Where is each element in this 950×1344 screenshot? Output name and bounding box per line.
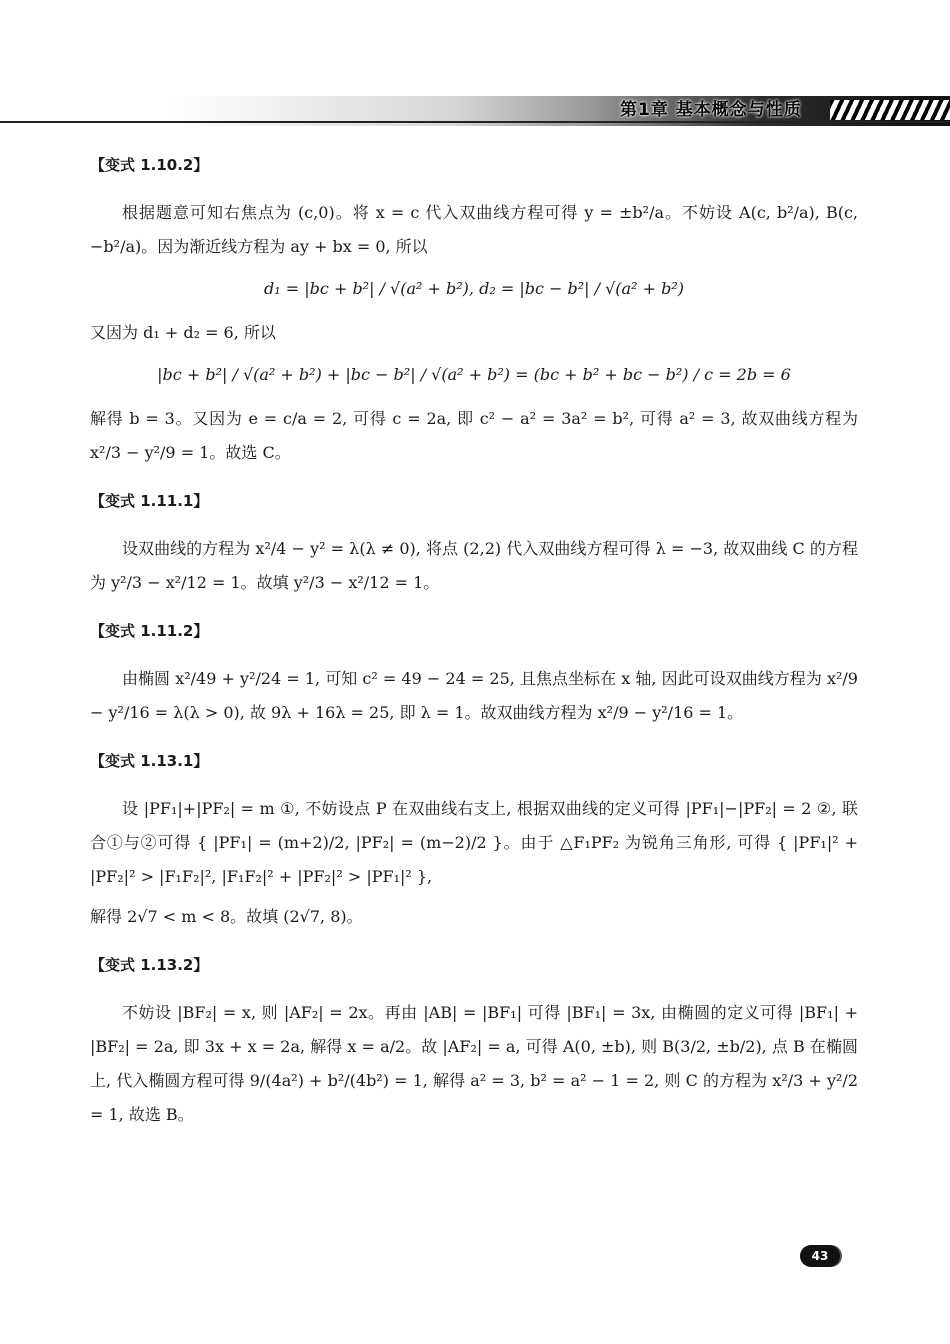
section-heading: 【变式 1.13.1】: [90, 752, 209, 770]
section-1-13-2: [90, 948, 858, 1132]
decorative-stripes: [830, 100, 950, 120]
paragraph: 不妨设 |BF₂| = x, 则 |AF₂| = 2x。再由 |AB| = |BF₁| 可得 |BF₁| = 3x, 由椭圆的定义可得 |BF₁| + |BF₂| = 2a, 即 3x + x = 2a, 解得 x = a/2。故 |AF₂| = a, 可得 A(0, ±b), 则 B(3/2, ±b/2), 点 B 在椭圆上, 代入椭圆方程可得 9/(4a²) + b²/(4b²) = 1, 解得 a² = 3, b² = a² − 1 = 2, 则 C 的方程为 x²/3 + y²/2 = 1, 故选 B。: [90, 1003, 858, 1124]
section-heading: 【变式 1.13.2】: [90, 956, 209, 974]
paragraph: 设双曲线的方程为 x²/4 − y² = λ(λ ≠ 0), 将点 (2,2) 代入双曲线方程可得 λ = −3, 故双曲线 C 的方程为 y²/3 − x²/12 = 1。故填 y²/3 − x²/12 = 1。: [90, 539, 858, 592]
paragraph: 根据题意可知右焦点为 (c,0)。将 x = c 代入双曲线方程可得 y = ±b²/a。不妨设 A(c, b²/a), B(c, −b²/a)。因为渐近线方程为 ay + bx = 0, 所以: [90, 203, 858, 256]
display-equation: |bc + b²| / √(a² + b²) + |bc − b²| / √(a² + b²) = (bc + b² + bc − b²) / c = 2b = 6: [157, 365, 791, 384]
paragraph: 又因为 d₁ + d₂ = 6, 所以: [90, 323, 276, 342]
section-1-11-1: [90, 484, 858, 600]
paragraph: 由椭圆 x²/49 + y²/24 = 1, 可知 c² = 49 − 24 = 25, 且焦点坐标在 x 轴, 因此可设双曲线方程为 x²/9 − y²/16 = λ(λ > 0), 故 9λ + 16λ = 25, 即 λ = 1。故双曲线方程为 x²/9 − y²/16 = 1。: [90, 669, 858, 722]
paragraph: 解得 2√7 < m < 8。故填 (2√7, 8)。: [90, 907, 363, 926]
section-heading: 【变式 1.11.1】: [90, 492, 209, 510]
page-content: [90, 148, 858, 1146]
paragraph: 设 |PF₁|+|PF₂| = m ①, 不妨设点 P 在双曲线右支上, 根据双曲线的定义可得 |PF₁|−|PF₂| = 2 ②, 联合①与②可得 { |PF₁| = (m+2)/2, |PF₂| = (m−2)/2 }。由于 △F₁PF₂ 为锐角三角形, 可得 { |PF₁|² + |PF₂|² > |F₁F₂|², |F₁F₂|² + |PF₂|² > |PF₁|² },: [90, 799, 858, 886]
paragraph: 解得 b = 3。又因为 e = c/a = 2, 可得 c = 2a, 即 c² − a² = 3a² = b², 可得 a² = 3, 故双曲线方程为 x²/3 − y²/9 = 1。故选 C。: [90, 409, 858, 462]
section-heading: 【变式 1.11.2】: [90, 622, 209, 640]
section-heading: 【变式 1.10.2】: [90, 156, 209, 174]
section-1-13-1: [90, 744, 858, 934]
section-1-10-2: [90, 148, 858, 470]
section-1-11-2: [90, 614, 858, 730]
page-number: 43: [800, 1245, 840, 1267]
chapter-title: 第1章 基本概念与性质: [620, 100, 802, 120]
header-rule: [0, 121, 950, 123]
display-equation: d₁ = |bc + b²| / √(a² + b²), d₂ = |bc − b²| / √(a² + b²): [264, 279, 684, 298]
